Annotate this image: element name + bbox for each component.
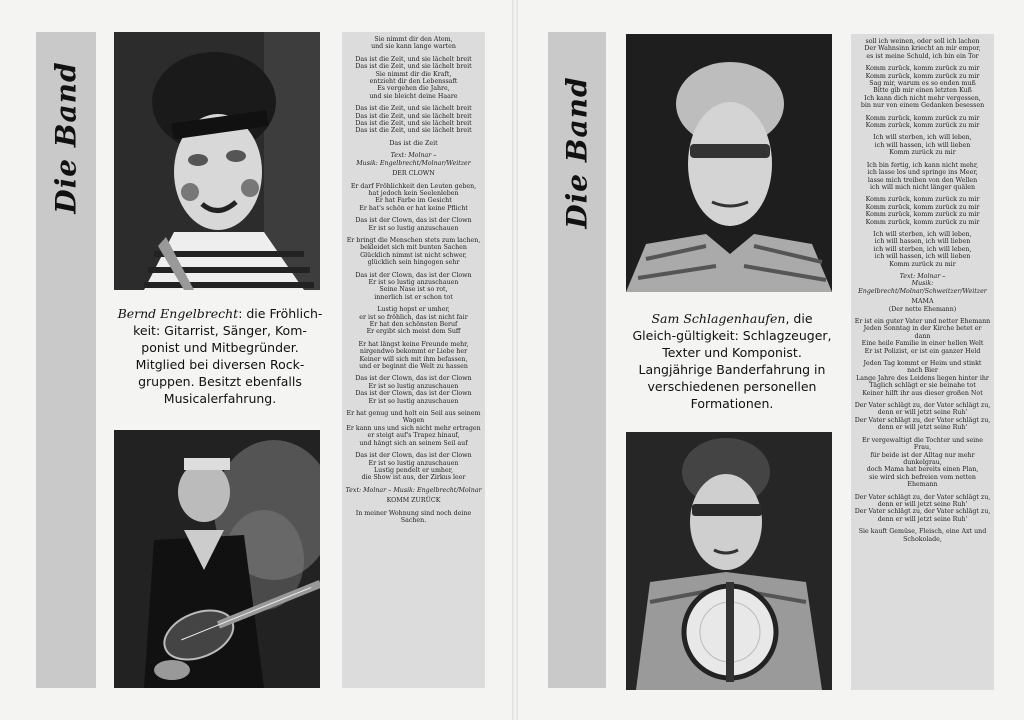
right-page <box>518 0 1024 720</box>
lyric-stanza: Sie nimmt dir den Atem, und sie kann lange warten <box>371 36 456 51</box>
lyrics-column-right <box>851 34 994 690</box>
song-title: MAMA (Der nette Ehemann) <box>888 298 957 313</box>
lyric-stanza: Das ist die Zeit <box>389 139 438 147</box>
lyric-stanza: Er bringt die Menschen stets zum lachen, bekleidet sich mit bunten Sachen Glücklich nimmt ist nicht schwer, glücklich sein hingegen sehr <box>346 236 481 267</box>
lyric-stanza: Er vergewaltigt die Tochter und seine Frau, für beide ist der Alltag nur mehr dunkelgrau, doch Mama hat bereits einen Plan, sie wird sich befreien vom netten Ehemann <box>862 436 983 489</box>
lyric-stanza: In meiner Wohnung sind noch deine Sachen. <box>355 509 472 524</box>
lyric-stanza: Jeden Tag kommt er Heim und stinkt nach Bier Lange Jahre des Leidens liegen hinter ihr Täglich schlägt er sie beinahe tot Keiner hilft ihr aus dieser großen Not <box>856 360 989 397</box>
lyric-stanza: Er ist ein guter Vater und netter Ehemann Jeden Sonntag in der Kirche betet er dann Eine heile Familie in einer hellen Welt Er ist Polizist, er ist ein ganzer Held <box>854 318 991 355</box>
lyric-stanza: Der Vater schlägt zu, der Vater schlägt zu, denn er will jetzt seine Ruh' Der Vater schlägt zu, der Vater schlägt zu, denn er will jetzt seine Ruh' <box>854 402 991 432</box>
photo-sam-drum <box>626 432 832 690</box>
song-title: KOMM ZURÜCK <box>386 497 441 505</box>
lyric-stanza: Ich bin fertig, ich kann nicht mehr, ich lasse los und springe ins Meer, lasse mich treiben von den Wellen ich will mich nicht länger quälen <box>866 161 979 191</box>
spine-bar <box>548 32 606 688</box>
lyric-stanza: Ich will sterben, ich will leben, ich will hassen, ich will lieben Komm zurück zu mir <box>873 134 972 157</box>
caption-sam <box>628 310 836 412</box>
member-description: , die Gleich-gültigkeit: Schlagzeuger, Texter und Komponist. Langjährige Banderfahrung in verschiedenen personellen Formationen. <box>632 311 832 411</box>
lyric-stanza: Der Vater schlägt zu, der Vater schlägt zu, denn er will jetzt seine Ruh' Der Vater schlägt zu, der Vater schlägt zu, denn er will jetzt seine Ruh' <box>854 493 991 523</box>
photo-bernd-guitar <box>114 430 320 688</box>
caption-bernd <box>116 305 324 407</box>
lyric-stanza: Lustig hopst er umher, er ist so fröhlich, das ist nicht fair Er hat den schönsten Beruf Er ergibt sich meist dem Suff <box>359 306 468 336</box>
lyric-stanza: Komm zurück, komm zurück zu mir Komm zurück, komm zurück zu mir Sag mir, warum es so enden muß Bitte gib mir einen letzten Kuß Ich kann dich nicht mehr vergessen, bin nur von einem Gedanken besessen <box>860 65 985 110</box>
spine-title: Die Band <box>560 75 594 229</box>
lyric-stanza: Das ist der Clown, das ist der Clown Er ist so lustig anzuschauen <box>355 217 472 232</box>
lyrics-column-left <box>342 32 485 688</box>
lyric-stanza: Das ist der Clown, das ist der Clown Er ist so lustig anzuschauen Das ist der Clown, das ist der Clown Er ist so lustig anzuschauen <box>355 375 472 405</box>
song-credit: Text: Molnar – Musik: Engelbrecht/Molnar/Schweitzer/Weitzer <box>858 272 987 295</box>
lyric-stanza: Er hat längst keine Freunde mehr, nirgendwo bekommt er Liebe her Keiner will sich mit ihm befassen, und er beginnt die Welt zu hassen <box>358 340 469 371</box>
member-name: Sam Schlagenhaufen <box>651 311 786 326</box>
spine-bar <box>36 32 96 688</box>
song-credit: Text: Molnar – Musik: Engelbrecht/Molnar <box>345 486 482 494</box>
member-description: : die Fröhlich-keit: Gitarrist, Sänger, Kom-ponist und Mitbegründer. Mitglied bei diversen Rock-gruppen. Besitzt ebenfalls Musicalerfahrung. <box>133 306 323 406</box>
song-credit: Text: Molnar – Musik: Engelbrecht/Molnar/Weitzer <box>356 152 471 167</box>
lyric-stanza: Ich will sterben, ich will leben, ich will hassen, ich will lieben ich will sterben, ich will leben, ich will hassen, ich will lieben Komm zurück zu mir <box>873 230 972 268</box>
lyric-stanza: Er hat genug und holt ein Seil aus seinem Wagen Er kann uns und sich nicht mehr ertragen er steigt auf's Trapez hinauf, und hängt sich an seinem Seil auf <box>346 410 481 447</box>
lyric-stanza: Das ist die Zeit, und sie lächelt breit Das ist die Zeit, und sie lächelt breit Das ist die Zeit, und sie lächelt breit Das ist die Zeit, und sie lächelt breit <box>355 105 472 135</box>
photo-bernd-clown <box>114 32 320 290</box>
photo-sam-portrait <box>626 34 832 292</box>
lyric-stanza: soll ich weinen, oder soll ich lachen Der Wahnsinn kriecht an mir empor, es ist meine Schuld, ich bin ein Tor <box>864 38 981 60</box>
lyric-stanza: Das ist der Clown, das ist der Clown Er ist so lustig anzuschauen Lustig pendelt er umher, die Show ist aus, der Zirkus leer <box>355 452 472 482</box>
lyric-stanza: Er darf Fröhlichkeit den Leuten geben, hat jedoch kein Seelenleben Er hat Farbe im Gesicht Er hat's schön er hat keine Pflicht <box>350 182 477 212</box>
lyric-stanza: Das ist die Zeit, und sie lächelt breit Das ist die Zeit, und sie lächelt breit Sie nimmt dir die Kraft, entzieht dir den Lebenssaft Es vergehen die Jahre, und sie bleicht deine Haare <box>355 55 472 100</box>
lyric-stanza: Sie kauft Gemüse, Fleisch, eine Axt und Schokolade, <box>858 528 987 543</box>
lyric-stanza: Komm zurück, komm zurück zu mir Komm zurück, komm zurück zu mir Komm zurück, komm zurück zu mir Komm zurück, komm zurück zu mir <box>865 196 980 226</box>
lyric-stanza: Komm zurück, komm zurück zu mir Komm zurück, komm zurück zu mir <box>865 114 980 130</box>
song-title: DER CLOWN <box>392 170 435 178</box>
spine-title: Die Band <box>49 60 83 214</box>
member-name: Bernd Engelbrecht <box>117 306 239 321</box>
lyric-stanza: Das ist der Clown, das ist der Clown Er ist so lustig anzuschauen Seine Nase ist so rot, innerlich ist er schon tot <box>355 271 472 301</box>
